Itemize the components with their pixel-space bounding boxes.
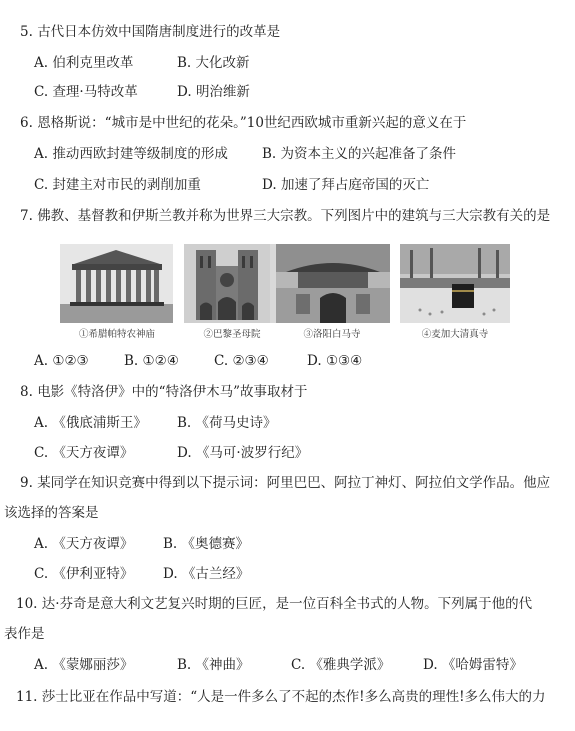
option-text: 《古兰经》 (181, 566, 250, 582)
option-d (262, 176, 429, 194)
option-d (177, 83, 250, 101)
option-letter: C. (291, 657, 306, 673)
option-letter: A. (34, 55, 49, 71)
question-number: 6. (20, 115, 33, 131)
option-text: 《马可·波罗行纪》 (195, 445, 309, 461)
option-text: 封建主对市民的剥削加重 (52, 177, 201, 193)
question-10-stem (16, 595, 532, 613)
question-number: 7. (20, 208, 33, 224)
option-text: 大化改新 (195, 55, 250, 71)
question-text: 古代日本仿效中国隋唐制度进行的改革是 (37, 24, 281, 40)
question-5-stem (20, 23, 280, 41)
option-letter: C. (34, 566, 49, 582)
option-text: 《蒙娜丽莎》 (52, 657, 134, 673)
question-10-stem-cont: 表作是 (4, 626, 45, 642)
option-text: 明治维新 (195, 84, 250, 100)
option-c (34, 83, 138, 101)
option-b (177, 414, 277, 432)
image-white-horse-temple (276, 244, 390, 323)
option-letter: C. (34, 84, 49, 100)
option-letter: D. (177, 84, 192, 100)
option-text: 《天方夜谭》 (52, 445, 134, 461)
option-text: ②③④ (232, 353, 269, 369)
option-text: ①③④ (325, 353, 363, 369)
option-c (34, 444, 133, 462)
option-d (423, 656, 523, 674)
option-text: 《伊利亚特》 (52, 566, 134, 582)
option-letter: B. (124, 353, 139, 369)
option-text: 《俄底浦斯王》 (52, 415, 147, 431)
option-d (163, 565, 249, 583)
option-text: ①②③ (52, 353, 89, 369)
question-number: 11. (16, 689, 38, 705)
option-c (291, 656, 390, 674)
option-d (177, 444, 308, 462)
question-11-stem (16, 688, 546, 706)
image-caption: ②巴黎圣母院 (203, 329, 261, 340)
question-9-stem-cont: 该选择的答案是 (4, 505, 99, 521)
option-text: 为资本主义的兴起准备了条件 (280, 146, 457, 162)
image-mecca-mosque (400, 244, 510, 323)
option-letter: C. (214, 353, 229, 369)
option-letter: D. (177, 445, 192, 461)
question-number: 5. (20, 24, 33, 40)
question-8-stem (20, 383, 308, 401)
option-text: 《雅典学派》 (309, 657, 391, 673)
image-parthenon (60, 244, 173, 323)
option-b (163, 535, 249, 553)
question-text: 电影《特洛伊》中的“特洛伊木马”故事取材于 (37, 384, 308, 400)
option-b (177, 54, 250, 72)
option-a (34, 414, 147, 432)
option-text: 《天方夜谭》 (52, 536, 134, 552)
image-caption: ③洛阳白马寺 (303, 329, 361, 340)
option-b (124, 352, 179, 370)
option-letter: C. (34, 177, 49, 193)
question-text: 佛教、基督教和伊斯兰教并称为世界三大宗教。下列图片中的建筑与三大宗教有关的是 (37, 208, 551, 224)
option-text: ①②④ (142, 353, 179, 369)
option-b (177, 656, 250, 674)
option-text: 推动西欧封建等级制度的形成 (52, 146, 228, 162)
option-text: 查理·马特改革 (52, 84, 138, 100)
option-c (34, 565, 133, 583)
option-letter: D. (307, 353, 322, 369)
option-a (34, 145, 228, 163)
option-letter: C. (34, 445, 49, 461)
option-c (34, 176, 201, 194)
option-b (262, 145, 456, 163)
option-letter: B. (163, 536, 178, 552)
question-9-stem (20, 474, 550, 492)
option-text: 《奥德赛》 (181, 536, 250, 552)
option-letter: B. (262, 146, 277, 162)
option-c (214, 352, 269, 370)
option-text: 《哈姆雷特》 (441, 657, 523, 673)
image-caption: ①希腊帕特农神庙 (78, 329, 155, 340)
option-a (34, 535, 133, 553)
option-letter: D. (163, 566, 178, 582)
option-letter: A. (34, 536, 49, 552)
question-text: 恩格斯说：“城市是中世纪的花朵。”10世纪西欧城市重新兴起的意义在于 (37, 115, 467, 131)
question-text: 莎士比亚在作品中写道：“人是一件多么了不起的杰作!多么高贵的理性!多么伟大的力 (41, 689, 546, 705)
option-letter: D. (423, 657, 438, 673)
question-number: 10. (16, 596, 38, 612)
option-d (307, 352, 362, 370)
option-text: 加速了拜占庭帝国的灭亡 (280, 177, 430, 193)
option-letter: A. (34, 657, 49, 673)
option-text: 《荷马史诗》 (195, 415, 277, 431)
question-6-stem (20, 114, 466, 132)
question-7-stem (20, 207, 550, 225)
image-caption: ④麦加大清真寺 (421, 329, 489, 340)
option-a (34, 54, 133, 72)
option-letter: A. (34, 353, 49, 369)
question-number: 9. (20, 475, 33, 491)
option-letter: B. (177, 415, 192, 431)
question-text: 某同学在知识竞赛中得到以下提示词：阿里巴巴、阿拉丁神灯、阿拉伯文学作品。他应 (37, 475, 551, 491)
option-letter: B. (177, 55, 192, 71)
option-letter: A. (34, 415, 49, 431)
option-text: 《神曲》 (195, 657, 250, 673)
option-a (34, 656, 133, 674)
option-letter: A. (34, 146, 49, 162)
question-text: 达·芬奇是意大利文艺复兴时期的巨匠，是一位百科全书式的人物。下列属于他的代 (41, 596, 533, 612)
option-a (34, 352, 89, 370)
option-letter: D. (262, 177, 277, 193)
question-number: 8. (20, 384, 33, 400)
option-letter: B. (177, 657, 192, 673)
option-text: 伯利克里改革 (52, 55, 134, 71)
